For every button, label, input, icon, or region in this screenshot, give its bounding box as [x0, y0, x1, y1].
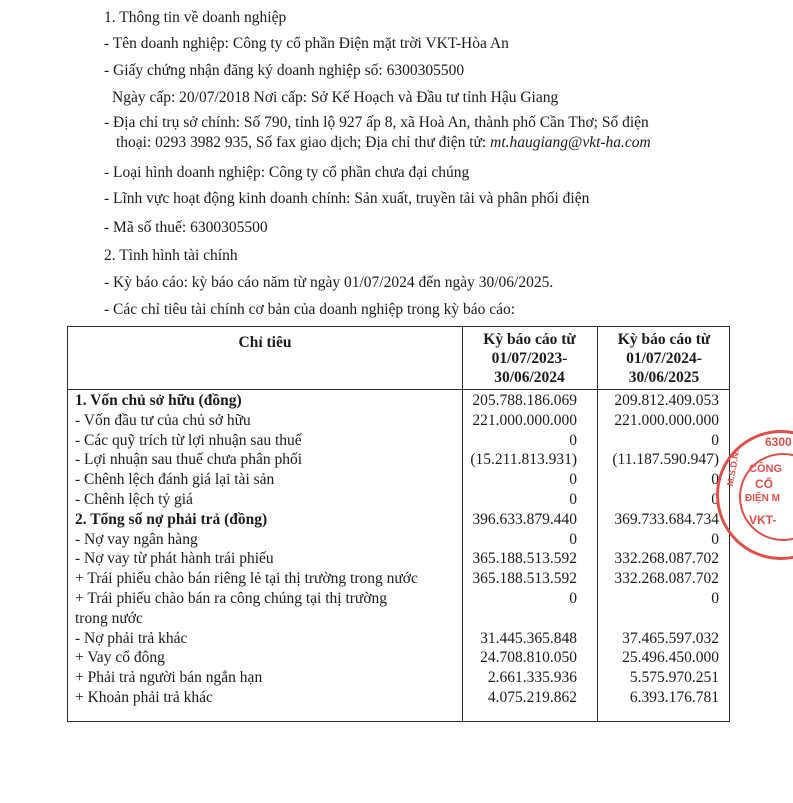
- table-row-value-2024: 0: [569, 431, 577, 449]
- seal-side-text: M.S.D.N:: [725, 448, 742, 487]
- table-row-label: + Phải trả người bán ngắn hạn: [75, 669, 263, 687]
- table-row-value-2025: 369.733.684.734: [614, 510, 719, 528]
- table-row-label: trong nước: [75, 609, 143, 627]
- financial-table: [67, 326, 730, 722]
- table-row-label: - Chênh lệch đánh giá lại tài sản: [75, 471, 275, 489]
- table-row-value-2025: 5.575.970.251: [629, 669, 719, 687]
- table-row-label: - Chênh lệch tỷ giá: [75, 491, 193, 508]
- seal-company: CÔNG: [749, 463, 782, 475]
- seal-field: ĐIỆN M: [745, 493, 780, 504]
- table-row-label: + Khoản phải trả khác: [75, 689, 213, 706]
- header-period-2025: Kỳ báo cáo từ 01/07/2024- 30/06/2025: [617, 331, 711, 386]
- section-1-heading: 1. Thông tin về doanh nghiệp: [104, 9, 287, 26]
- table-row-value-2025: 37.465.597.032: [622, 629, 719, 647]
- table-row-value-2024: 396.633.879.440: [472, 510, 577, 528]
- table-row-label: + Vay cổ đông: [75, 649, 165, 667]
- table-row-value-2025: 0: [711, 471, 719, 489]
- table-row-value-2024: (15.211.813.931): [470, 451, 577, 469]
- table-row-value-2024: 0: [569, 471, 577, 489]
- table-row-value-2025: 0: [711, 491, 719, 508]
- tax-code: - Mã số thuế: 6300305500: [104, 219, 268, 236]
- business-field: - Lĩnh vực hoạt động kinh doanh chính: Sản xuất, truyền tải và phân phối điện: [104, 190, 590, 207]
- table-row-label: - Nợ vay ngân hàng: [75, 530, 198, 548]
- table-row-value-2025: 0: [711, 590, 719, 607]
- table-row-label: + Trái phiếu chào bán riêng lẻ tại thị trường trong nước: [75, 570, 418, 588]
- table-row-label: - Lợi nhuận sau thuế chưa phân phối: [75, 451, 303, 469]
- table-row-value-2024: 0: [569, 491, 577, 508]
- table-row-value-2024: 0: [569, 590, 577, 607]
- header-divider: [68, 389, 729, 390]
- company-name: - Tên doanh nghiệp: Công ty cổ phần Điện mặt trời VKT-Hòa An: [104, 35, 509, 52]
- table-row-value-2025: 0: [711, 530, 719, 548]
- table-row-label: - Các quỹ trích từ lợi nhuận sau thuế: [75, 431, 302, 449]
- table-row-value-2025: 0: [711, 431, 719, 449]
- table-row-label: - Vốn đầu tư của chủ sở hữu: [75, 411, 251, 429]
- seal-type: CỔ: [755, 477, 773, 491]
- header-period-2024: Kỳ báo cáo từ 01/07/2023- 30/06/2024: [483, 331, 576, 386]
- table-row-label: - Nợ phải trả khác: [75, 629, 188, 647]
- seal-number: 6300: [765, 435, 792, 449]
- table-row-value-2025: 209.812.409.053: [614, 392, 719, 409]
- address-line-1: - Địa chỉ trụ sở chính: Số 790, tỉnh lộ 927 ấp 8, xã Hoà An, thành phố Cần Thơ; Số điện: [104, 114, 649, 131]
- issue-info: Ngày cấp: 20/07/2018 Nơi cấp: Sở Kế Hoạch và Đầu tư tỉnh Hậu Giang: [112, 89, 559, 106]
- table-row-value-2025: 332.268.087.702: [614, 550, 719, 568]
- table-row-value-2024: 4.075.219.862: [487, 689, 577, 706]
- table-row-value-2024: 365.188.513.592: [472, 550, 577, 568]
- table-row-value-2024: 221.000.000.000: [472, 411, 577, 429]
- email-address: mt.haugiang@vkt-ha.com: [490, 134, 651, 151]
- phone-fax: thoại: 0293 3982 935, Số fax giao dịch; Địa chỉ thư điện tử:: [116, 134, 491, 151]
- table-row-value-2024: 365.188.513.592: [472, 570, 577, 588]
- table-row-label: - Nợ vay từ phát hành trái phiếu: [75, 550, 274, 568]
- business-type: - Loại hình doanh nghiệp: Công ty cổ phần chưa đại chúng: [104, 164, 470, 181]
- header-label: Chỉ tiêu: [238, 334, 292, 351]
- address-line-2: [116, 133, 651, 152]
- table-row-value-2024: 31.445.365.848: [480, 629, 577, 647]
- table-row-label: 1. Vốn chủ sở hữu (đồng): [75, 392, 242, 409]
- report-period: - Kỳ báo cáo: kỳ báo cáo năm từ ngày 01/07/2024 đến ngày 30/06/2025.: [104, 274, 554, 291]
- table-row-value-2024: 2.661.335.936: [487, 669, 577, 687]
- seal-brand: VKT-: [749, 513, 777, 527]
- table-row-value-2025: 25.496.450.000: [622, 649, 719, 667]
- table-row-value-2024: 24.708.810.050: [480, 649, 577, 667]
- table-row-label: + Trái phiếu chào bán ra công chúng tại thị trường: [75, 590, 388, 607]
- table-row-value-2025: (11.187.590.947): [612, 451, 719, 469]
- table-row-value-2025: 332.268.087.702: [614, 570, 719, 588]
- table-row-value-2024: 205.788.186.069: [472, 392, 577, 409]
- table-row-value-2024: 0: [569, 530, 577, 548]
- table-row-label: 2. Tổng số nợ phải trả (đồng): [75, 510, 268, 528]
- table-row-value-2025: 221.000.000.000: [614, 411, 719, 429]
- indicators-intro: - Các chỉ tiêu tài chính cơ bản của doanh nghiệp trong kỳ báo cáo:: [104, 301, 516, 318]
- section-2-heading: 2. Tình hình tài chính: [104, 247, 238, 264]
- table-row-value-2025: 6.393.176.781: [629, 689, 719, 706]
- business-certificate: - Giấy chứng nhận đăng ký doanh nghiệp số: 6300305500: [104, 62, 465, 79]
